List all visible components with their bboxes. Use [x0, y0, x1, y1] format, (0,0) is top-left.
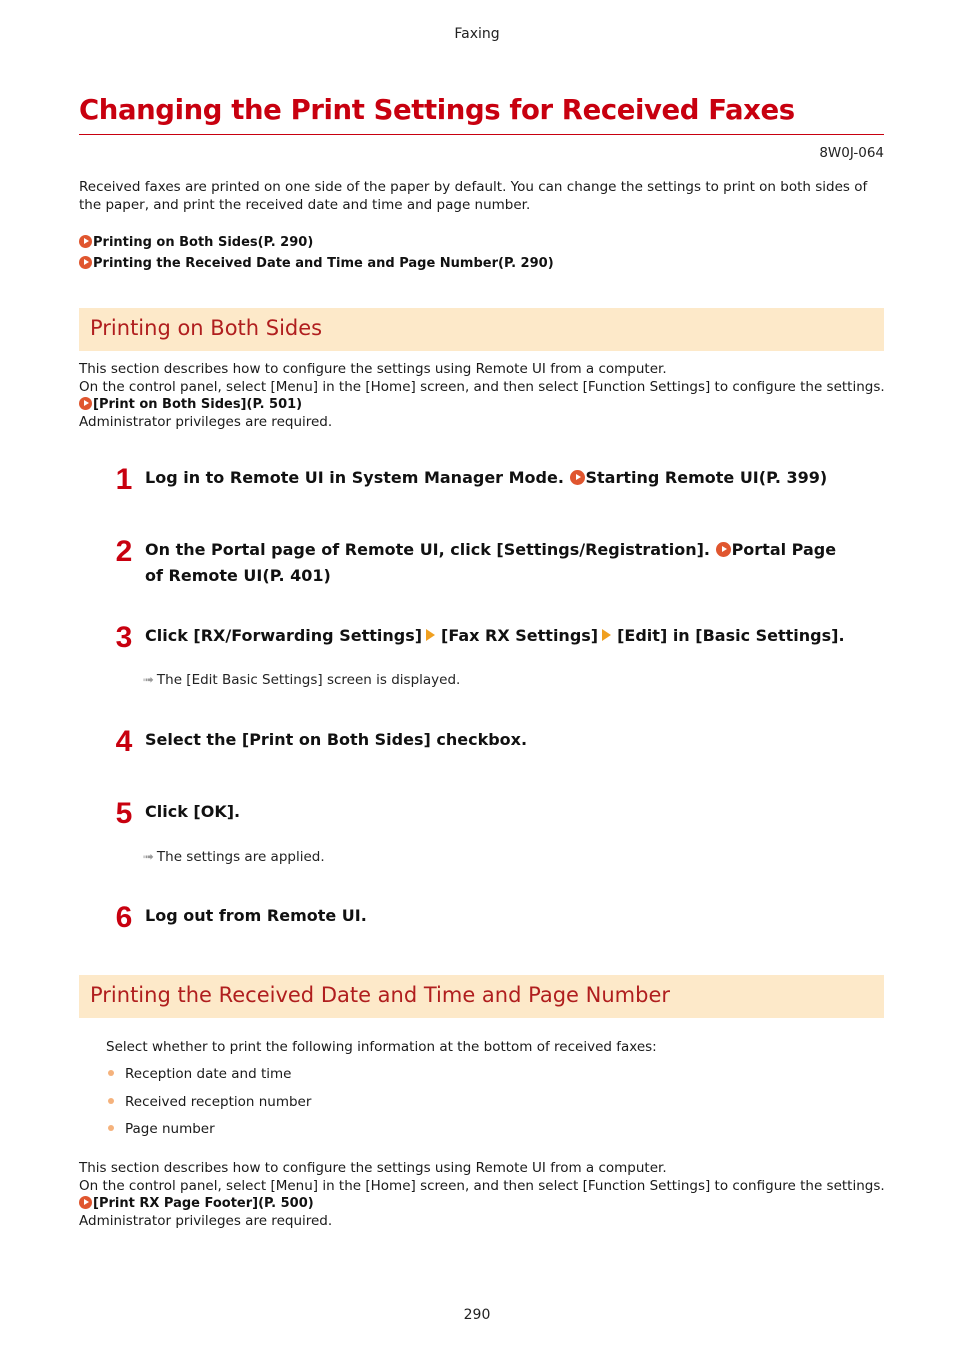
result-arrow-icon: ➟ — [143, 673, 154, 688]
bullet-icon — [108, 1125, 114, 1131]
settings-ref-link[interactable]: [Print RX Page Footer](P. 500) — [79, 1195, 889, 1213]
step-number: 1 — [115, 463, 133, 496]
step-result: ➟ The settings are applied. — [143, 849, 325, 865]
section-heading-date-time — [79, 975, 884, 1018]
description-line: This section describes how to configure the settings using Remote UI from a computer. — [79, 361, 667, 377]
list-intro: Select whether to print the following information at the bottom of received faxes: — [106, 1039, 657, 1055]
step-number: 3 — [115, 621, 133, 654]
bullet-icon — [108, 1098, 114, 1104]
step-number: 4 — [115, 725, 133, 758]
step-number: 2 — [115, 535, 133, 568]
link-arrow-icon — [570, 470, 585, 485]
step-ref-link[interactable]: Starting Remote UI(P. 399) — [570, 468, 828, 487]
section-title: Printing on Both Sides — [90, 316, 323, 340]
section-heading-both-sides — [79, 308, 884, 351]
step-text: Click [OK]. — [145, 802, 241, 821]
step-text: On the Portal page of Remote UI, click [Settings/Registration]. Portal Page of Remote UI(P. 401) — [145, 540, 837, 585]
link-arrow-icon — [79, 256, 92, 269]
toc-link-date-time[interactable]: Printing the Received Date and Time and Page Number(P. 290) — [79, 256, 554, 271]
step-text: Select the [Print on Both Sides] checkbox. — [145, 730, 528, 749]
list-item: Page number — [106, 1121, 215, 1137]
result-arrow-icon: ➟ — [143, 850, 154, 865]
page-number: 290 — [463, 1307, 491, 1323]
section-title: Printing the Received Date and Time and Page Number — [90, 983, 670, 1007]
menu-path-arrow-icon — [602, 629, 611, 641]
link-arrow-icon — [79, 235, 92, 248]
link-arrow-icon — [79, 397, 92, 410]
settings-ref-link[interactable]: [Print on Both Sides](P. 501) — [79, 396, 889, 414]
step-text: Log out from Remote UI. — [145, 906, 367, 925]
admin-note: Administrator privileges are required. — [79, 1212, 333, 1229]
toc-link-both-sides[interactable]: Printing on Both Sides(P. 290) — [79, 235, 313, 250]
list-item: Reception date and time — [106, 1066, 291, 1082]
bullet-icon — [108, 1070, 114, 1076]
link-arrow-icon — [716, 542, 731, 557]
intro-paragraph: Received faxes are printed on one side of the paper by default. You can change the settings to print on both sides of the paper, and print the received date and time and page number. — [79, 179, 868, 213]
section1-description — [79, 361, 889, 431]
running-header: Faxing — [454, 26, 500, 42]
admin-note: Administrator privileges are required. — [79, 413, 333, 430]
page-title: Changing the Print Settings for Received Faxes — [79, 94, 795, 126]
description-line: On the control panel, select [Menu] in the [Home] screen, and then select [Function Settings] to configure the settings. — [79, 378, 885, 395]
step-text: Click [RX/Forwarding Settings] [Fax RX Settings] [Edit] in [Basic Settings]. — [145, 626, 845, 645]
document-id: 8W0J-064 — [819, 145, 884, 161]
step-result: ➟ The [Edit Basic Settings] screen is displayed. — [143, 672, 461, 688]
step-number: 5 — [115, 797, 133, 830]
link-arrow-icon — [79, 1196, 92, 1209]
description-line: This section describes how to configure the settings using Remote UI from a computer. — [79, 1160, 667, 1176]
section2-description — [79, 1160, 889, 1230]
step-number: 6 — [115, 901, 133, 934]
step-ref-link[interactable]: Portal Page of Remote UI(P. 401) — [145, 540, 837, 585]
title-divider — [79, 134, 884, 135]
step-text: Log in to Remote UI in System Manager Mode. Starting Remote UI(P. 399) — [145, 468, 828, 487]
menu-path-arrow-icon — [426, 629, 435, 641]
description-line: On the control panel, select [Menu] in the [Home] screen, and then select [Function Settings] to configure the settings. — [79, 1177, 885, 1194]
list-item: Received reception number — [106, 1094, 311, 1110]
